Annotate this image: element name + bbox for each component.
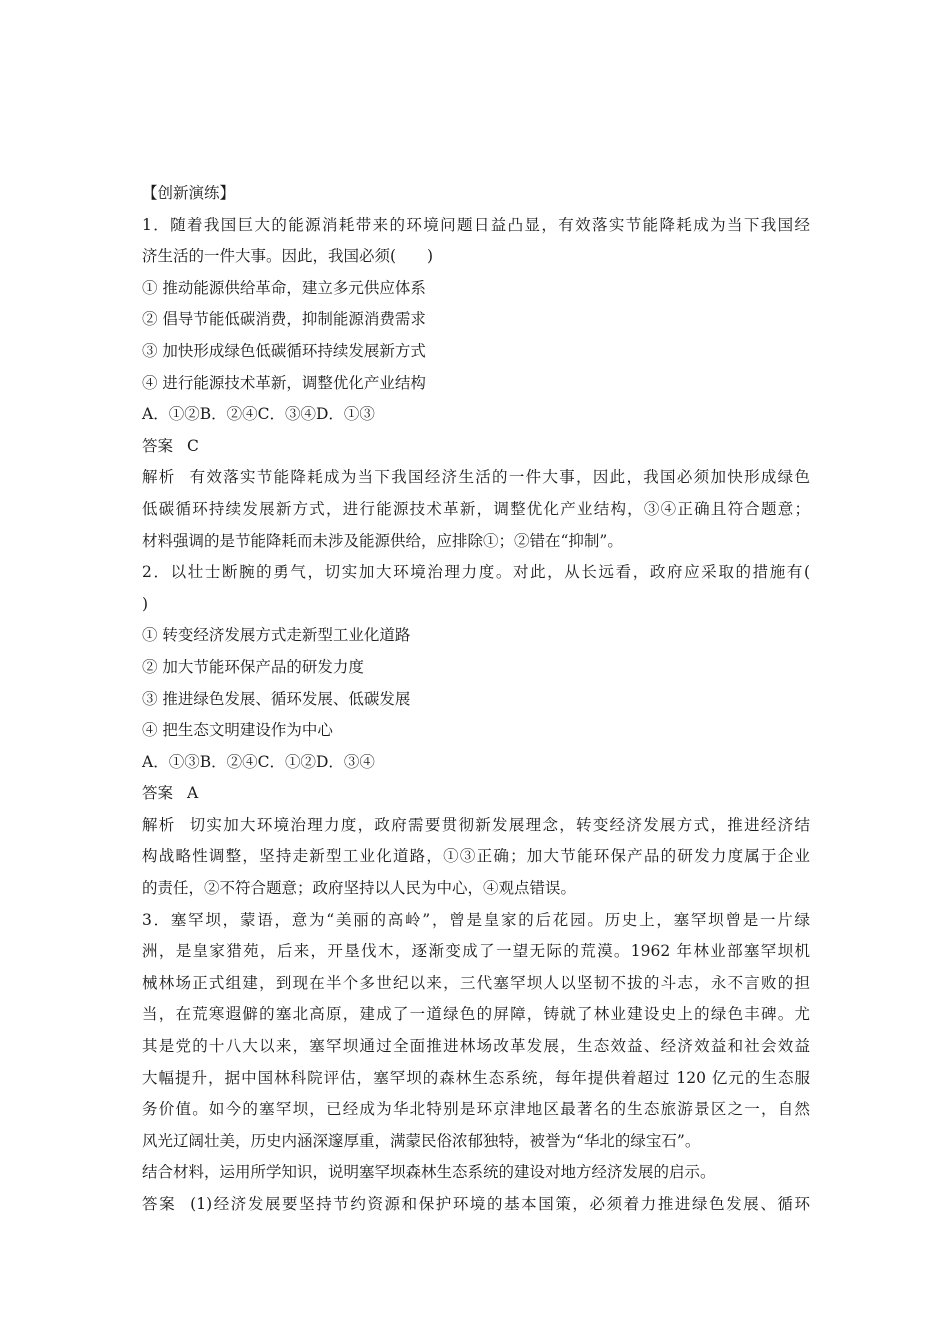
q2-analysis-line1 <box>142 810 810 842</box>
analysis-text: 有效落实节能降耗成为当下我国经济生活的一件大事，因此，我国必须加快形成绿色 <box>189 468 810 487</box>
q1-option-2: ② 倡导节能低碳消费，抑制能源消费需求 <box>142 310 426 329</box>
q3-stem-line7: 务价值。如今的塞罕坝，已经成为华北特别是环京津地区最著名的生态旅游景区之一，自然 <box>142 1100 810 1119</box>
q2-choices: A．①③B．②④C．①②D．③④ <box>142 752 375 771</box>
answer-label: 答案 <box>142 784 174 803</box>
q3-stem-line5: 其是党的十八大以来，塞罕坝通过全面推进林场改革发展，生态效益、经济效益和社会效益 <box>142 1037 810 1056</box>
q1-option-3: ③ 加快形成绿色低碳循环持续发展新方式 <box>142 341 426 360</box>
document-page <box>142 178 810 1221</box>
q1-option-1: ① 推动能源供给革命，建立多元供应体系 <box>142 278 426 297</box>
answer-label: 答案 <box>142 436 174 455</box>
q1-analysis-line1 <box>142 462 810 494</box>
q2-option-2: ② 加大节能环保产品的研发力度 <box>142 657 364 676</box>
q2-stem-line2: ) <box>142 594 149 613</box>
q2-stem-line1: 2．以壮士断腕的勇气，切实加大环境治理力度。对此，从长远看，政府应采取的措施有( <box>142 563 810 582</box>
q1-analysis-line3: 材料强调的是节能降耗而未涉及能源供给，应排除①；②错在“抑制”。 <box>142 531 623 550</box>
q2-option-4: ④ 把生态文明建设作为中心 <box>142 721 333 740</box>
q3-stem-line2: 洲，是皇家猎苑，后来，开垦伐木，逐渐变成了一望无际的荒漠。1962 年林业部塞罕坝机 <box>142 942 810 961</box>
answer-value: A <box>187 784 199 803</box>
q3-stem-line8: 风光辽阔壮美，历史内涵深邃厚重，满蒙民俗浓郁独特，被誉为“华北的绿宝石”。 <box>142 1131 701 1150</box>
q3-stem-line6: 大幅提升，据中国林科院评估，塞罕坝的森林生态系统，每年提供着超过 120 亿元的生态服 <box>142 1068 810 1087</box>
q3-stem-line4: 当，在荒寒遐僻的塞北高原，建成了一道绿色的屏障，铸就了林业建设史上的绿色丰碑。尤 <box>142 1005 810 1024</box>
answer-label: 答案 <box>142 1195 177 1213</box>
q3-question: 结合材料，运用所学知识，说明塞罕坝森林生态系统的建设对地方经济发展的启示。 <box>142 1163 716 1182</box>
section-title: 【创新演练】 <box>142 184 236 202</box>
analysis-label: 解析 <box>142 815 176 834</box>
q1-answer <box>142 431 810 463</box>
analysis-label: 解析 <box>142 468 176 487</box>
analysis-text: 切实加大环境治理力度，政府需要贯彻新发展理念，转变经济发展方式，推进经济结 <box>189 815 810 834</box>
q1-analysis-line2: 低碳循环持续发展新方式，进行能源技术革新，调整优化产业结构，③④正确且符合题意； <box>142 499 810 518</box>
q3-answer-line1 <box>142 1189 810 1221</box>
q2-option-1: ① 转变经济发展方式走新型工业化道路 <box>142 626 411 645</box>
q2-analysis-line2: 构战略性调整，坚持走新型工业化道路，①③正确；加大节能环保产品的研发力度属于企业 <box>142 847 810 866</box>
answer-text: (1)经济发展要坚持节约资源和保护环境的基本国策，必须着力推进绿色发展、循环 <box>190 1195 810 1213</box>
q2-option-3: ③ 推进绿色发展、循环发展、低碳发展 <box>142 689 411 708</box>
q1-stem-line1: 1．随着我国巨大的能源消耗带来的环境问题日益凸显，有效落实节能降耗成为当下我国经 <box>142 215 810 234</box>
q1-choices: A．①②B．②④C．③④D．①③ <box>142 405 375 424</box>
q3-stem-line1: 3．塞罕坝，蒙语，意为“美丽的高岭”，曾是皇家的后花园。历史上，塞罕坝曾是一片绿 <box>142 910 810 929</box>
q1-option-4: ④ 进行能源技术革新，调整优化产业结构 <box>142 373 426 392</box>
q3-stem-line3: 械林场正式组建，到现在半个多世纪以来，三代塞罕坝人以坚韧不拔的斗志，永不言败的担 <box>142 973 810 992</box>
answer-value: C <box>187 436 199 455</box>
q1-stem-line2: 济生活的一件大事。因此，我国必须( ) <box>142 247 434 266</box>
q2-answer <box>142 778 810 810</box>
q2-analysis-line3: 的责任，②不符合题意；政府坚持以人民为中心，④观点错误。 <box>142 879 577 898</box>
